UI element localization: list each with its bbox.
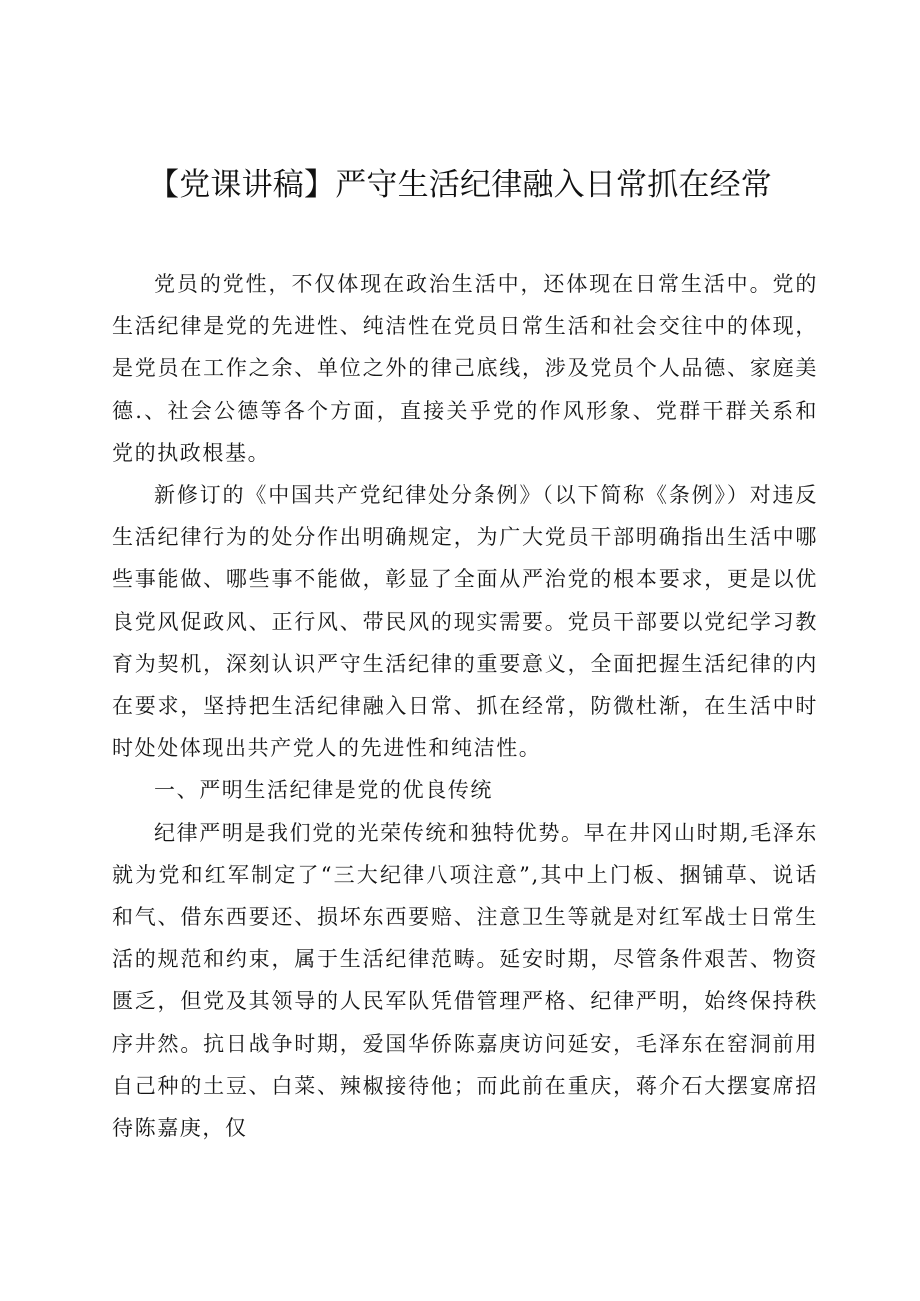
document-title: 【党课讲稿】严守生活纪律融入日常抓在经常 (148, 167, 772, 203)
section-paragraph: 纪律严明是我们党的光荣传统和独特优势。早在井冈山时期,毛泽东就为党和红军制定了“三大纪律八项注意”,其中上门板、捆铺草、说话和气、借东西要还、损坏东西要赔、注意卫生等就是对红军战士日常生活的规范和约束，属于生活纪律范畴。延安时期，尽管条件艰苦、物资匮乏，但党及其领导的人民军队凭借管理严格、纪律严明，始终保持秩序井然。抗日战争时期，爱国华侨陈嘉庚访问延安，毛泽东在窑洞前用自己种的土豆、白菜、辣椒接待他；而此前在重庆，蒋介石大摆宴席招待陈嘉庚，仅 (112, 820, 818, 1141)
document-body (112, 263, 818, 1149)
body-paragraph-2: 新修订的《中国共产党纪律处分条例》（以下简称《条例》）对违反生活纪律行为的处分作出明确规定，为广大党员干部明确指出生活中哪些事能做、哪些事不能做，彰显了全面从严治党的根本要求，更是以优良党风促政风、正行风、带民风的现实需要。党员干部要以党纪学习教育为契机，深刻认识严守生活纪律的重要意义，全面把握生活纪律的内在要求，坚持把生活纪律融入日常、抓在经常，防微杜渐，在生活中时时处处体现出共产党人的先进性和纯洁性。 (112, 483, 818, 761)
body-paragraph-1: 党员的党性，不仅体现在政治生活中，还体现在日常生活中。党的生活纪律是党的先进性、纯洁性在党员日常生活和社会交往中的体现，是党员在工作之余、单位之外的律己底线，涉及党员个人品德、家庭美德.、社会公德等各个方面，直接关乎党的作风形象、党群干群关系和党的执政根基。 (112, 272, 818, 465)
section-heading: 一、严明生活纪律是党的优良传统 (154, 778, 493, 803)
